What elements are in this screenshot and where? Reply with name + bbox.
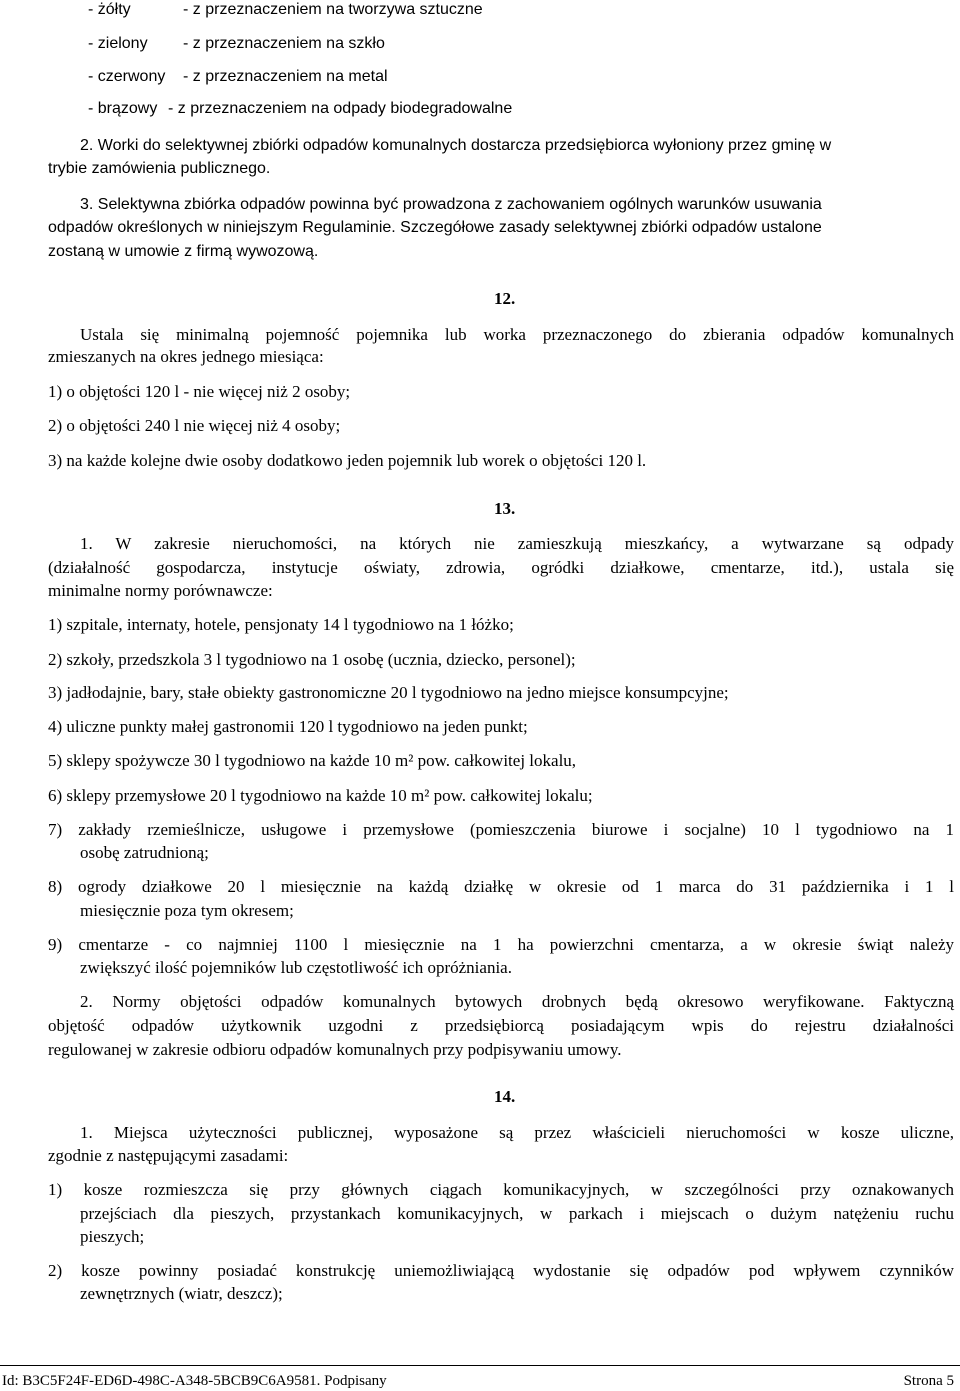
section-13-item-6: 6) sklepy przemysłowe 20 l tygodniowo na każde 10 m² pow. całkowitej lokalu; [48,786,593,805]
paragraph-3-line-2: odpadów określonych w niniejszym Regulaminie. Szczegółowe zasady selektywnej zbiórki odpadów ustalone [48,219,822,236]
section-13-item-7-line-2: osobę zatrudnioną; [80,843,209,862]
paragraph-3-line-3: zostaną w umowie z firmą wywozową. [48,243,319,260]
section-13-item-8-line-1: 8) ogrody działkowe 20 l miesięcznie na każdą działkę w okresie od 1 marca do 31 października i 1 l [48,877,954,896]
section-14-item-1-line-2: przejściach dla pieszych, przystankach komunikacyjnych, w parkach i miejscach o dużym natężeniu ruchu [80,1204,954,1223]
section-14-heading: 14. [494,1087,516,1106]
bin-color-brown: - brązowy [88,100,158,117]
section-14-item-2-line-2: zewnętrznych (wiatr, deszcz); [80,1284,283,1303]
section-13-intro-line-2: (działalność gospodarcza, instytucje oświaty, zdrowia, ogródki działkowe, cmentarze, itd.), ustala się [48,558,954,577]
section-13-intro-line-3: minimalne normy porównawcze: [48,581,273,600]
bin-purpose-biodegradable: - z przeznaczeniem na odpady biodegradowalne [168,100,513,117]
footer-page-number: Strona 5 [903,1373,954,1389]
bin-color-green: - zielony [88,35,148,52]
paragraph-2-line-1: 2. Worki do selektywnej zbiórki odpadów komunalnych dostarcza przedsiębiorca wyłoniony przez gminę w [80,137,832,154]
paragraph-2-line-2: trybie zamówienia publicznego. [48,160,271,177]
section-14-intro-line-2: zgodnie z następującymi zasadami: [48,1146,289,1165]
bin-color-red: - czerwony [88,68,166,85]
bin-color-yellow: - żółty [88,1,131,18]
section-14-item-1-line-3: pieszych; [80,1227,145,1246]
section-13-item-1: 1) szpitale, internaty, hotele, pensjonaty 14 l tygodniowo na 1 łóżko; [48,615,514,634]
section-12-heading: 12. [494,289,516,308]
footer-document-id: Id: B3C5F24F-ED6D-498C-A348-5BCB9C6A9581. Podpisany [2,1373,387,1389]
section-13-item-5: 5) sklepy spożywcze 30 l tygodniowo na każde 10 m² pow. całkowitej lokalu, [48,751,577,770]
paragraph-3-line-1: 3. Selektywna zbiórka odpadów powinna być prowadzona z zachowaniem ogólnych warunków usuwania [80,196,822,213]
section-12-intro-line-2: zmieszanych na okres jednego miesiąca: [48,347,324,366]
section-13-item-2: 2) szkoły, przedszkola 3 l tygodniowo na 1 osobę (ucznia, dziecko, personel); [48,650,576,669]
section-13-paragraph-2-line-1: 2. Normy objętości odpadów komunalnych bytowych drobnych będą okresowo weryfikowane. Faktyczną [80,992,954,1011]
bin-purpose-plastic: - z przeznaczeniem na tworzywa sztuczne [183,1,483,18]
section-13-heading: 13. [494,499,516,518]
section-13-paragraph-2-line-2: objętość odpadów użytkownik uzgodni z przedsiębiorcą posiadającym wpis do rejestru działalności [48,1016,954,1035]
section-13-item-9-line-2: zwiększyć ilość pojemników lub częstotliwość ich opróżniania. [80,958,512,977]
bin-purpose-metal: - z przeznaczeniem na metal [183,68,388,85]
section-12-intro-line-1: Ustala się minimalną pojemność pojemnika lub worka przeznaczonego do zbierania odpadów komunalnych [80,325,954,344]
section-12-item-2: 2) o objętości 240 l nie więcej niż 4 osoby; [48,416,341,435]
section-14-item-1-line-1: 1) kosze rozmieszcza się przy głównych ciągach komunikacyjnych, w szczególności przy oznakowanych [48,1180,954,1199]
section-13-item-7-line-1: 7) zakłady rzemieślnicze, usługowe i przemysłowe (pomieszczenia biurowe i socjalne) 10 l tygodniowo na 1 [48,820,954,839]
section-13-paragraph-2-line-3: regulowanej w zakresie odbioru odpadów komunalnych przy podpisywaniu umowy. [48,1040,622,1059]
section-14-intro-line-1: 1. Miejsca użyteczności publicznej, wyposażone są przez właścicieli nieruchomości w kosze uliczne, [80,1123,954,1142]
section-14-item-2-line-1: 2) kosze powinny posiadać konstrukcję uniemożliwiającą wydostanie się odpadów pod wpływem czynników [48,1261,954,1280]
section-13-item-4: 4) uliczne punkty małej gastronomii 120 l tygodniowo na jeden punkt; [48,717,528,736]
section-12-item-1: 1) o objętości 120 l - nie więcej niż 2 osoby; [48,382,351,401]
section-13-item-9-line-1: 9) cmentarze - co najmniej 1100 l miesięcznie na 1 ha powierzchni cmentarza, a w okresie świąt należy [48,935,954,954]
bin-purpose-glass: - z przeznaczeniem na szkło [183,35,385,52]
section-13-item-8-line-2: miesięcznie poza tym okresem; [80,901,294,920]
section-12-item-3: 3) na każde kolejne dwie osoby dodatkowo jeden pojemnik lub worek o objętości 120 l. [48,451,647,470]
section-13-item-3: 3) jadłodajnie, bary, stałe obiekty gastronomiczne 20 l tygodniowo na jedno miejsce konsumpcyjne; [48,683,729,702]
footer-divider [0,1365,960,1366]
section-13-intro-line-1: 1. W zakresie nieruchomości, na których nie zamieszkują mieszkańcy, a wytwarzane są odpady [80,534,954,553]
